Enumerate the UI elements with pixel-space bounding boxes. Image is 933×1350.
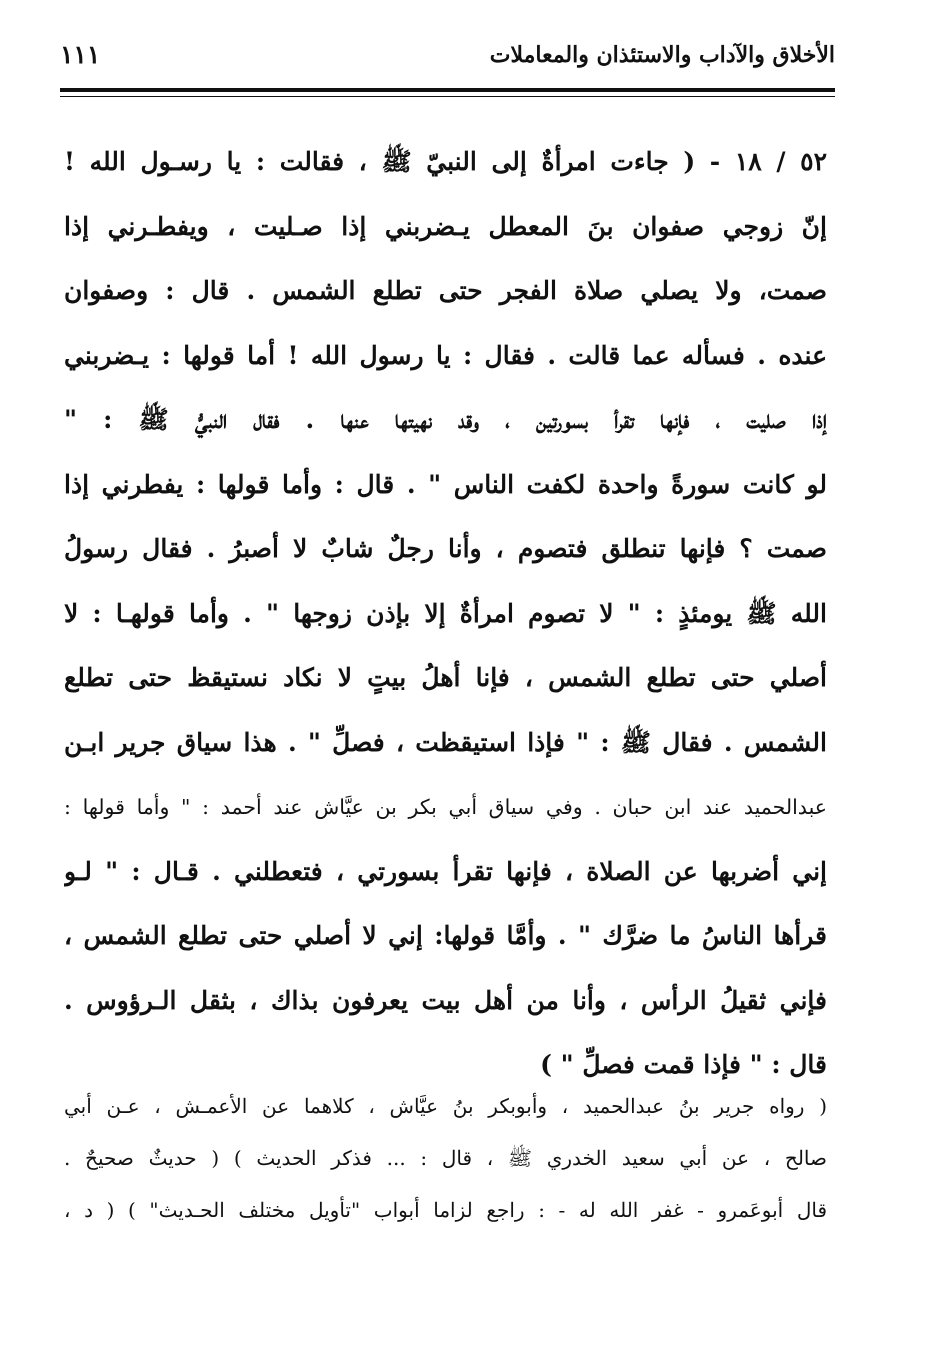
note-line: صالح ، عن أبي سعيد الخدري ﷺ ، قال : ... فذكر الحديث ) ( حديثٌ صحيحٌ .	[64, 1146, 827, 1170]
hadith-text	[64, 130, 827, 1098]
text-line: الله ﷺ يومئذٍ : " لا تصوم امرأةٌ إلا بإذن زوجها " . وأما قولهـا : لا	[64, 598, 827, 628]
running-title: الأخلاق والآداب والاستئذان والمعاملات	[489, 42, 835, 68]
note-line: قال أبوعَمرو - غفر الله له - : راجع لزاما أبواب "تأويل مختلف الحـديث" ) ( د ،	[64, 1198, 827, 1222]
text-line: أصلي حتى تطلع الشمس ، فإنا أهلُ بيتٍ لا نكاد نستيقظ حتى تطلع	[64, 663, 827, 692]
text-line: عبدالحميد عند ابن حبان . وفي سياق أبي بكر بن عيَّاش عند أحمد : " وأما قولها :	[64, 795, 827, 819]
header-rule-thin	[60, 96, 835, 97]
page-header	[60, 36, 835, 84]
header-rule-thick	[60, 88, 835, 92]
text-line: قال : " فإذا قمت فصلِّ " )	[540, 1050, 827, 1079]
takhrij-note	[64, 1080, 827, 1236]
text-line: إذا صليت ، فإنها تقرأ بسورتين ، وقد نهيتها عنها . فقال النبيُّ ﷺ : "	[64, 405, 827, 434]
text-line: صمت، ولا يصلي صلاة الفجر حتى تطلع الشمس . قال : وصفوان	[64, 276, 827, 305]
text-line: إنّ زوجي صفوان بنَ المعطل يـضربني إذا صـليت ، ويفطـرني إذا	[64, 211, 827, 241]
text-line: إني أضربها عن الصلاة ، فإنها تقرأ بسورتي ، فتعطلني . قـال : " لـو	[64, 856, 827, 886]
text-line: ٥٢ / ١٨ - ( جاءت امرأةٌ إلى النبيّ ﷺ ، فقالت : يا رسـول الله !	[64, 147, 827, 176]
text-line: صمت ؟ فإنها تنطلق فتصوم ، وأنا رجلٌ شابٌ لا أصبرُ . فقال رسولُ	[64, 534, 827, 563]
page-number: ١١١	[60, 40, 101, 69]
text-line: لو كانت سورةً واحدة لكفت الناس " . قال : وأما قولها : يفطرني إذا	[64, 469, 827, 499]
text-line: الشمس . فقال ﷺ : " فإذا استيقظت ، فصلِّ " . هذا سياق جرير ابـن	[64, 727, 827, 757]
text-line: فإني ثقيلُ الرأس ، وأنا من أهل بيت يعرفون بذاك ، بثقل الـرؤوس .	[64, 985, 827, 1015]
text-line: عنده . فسأله عما قالت . فقال : يا رسول الله ! أما قولها : يـضربني	[64, 340, 827, 370]
note-line: ( رواه جرير بنُ عبدالحميد ، وأبوبكر بنُ عيَّاش ، كلاهما عن الأعمـش ، عـن أبي	[64, 1094, 827, 1118]
text-line: قرأها الناسُ ما ضرَّك " . وأمَّا قولها: إني لا أصلي حتى تطلع الشمس ،	[64, 921, 827, 950]
